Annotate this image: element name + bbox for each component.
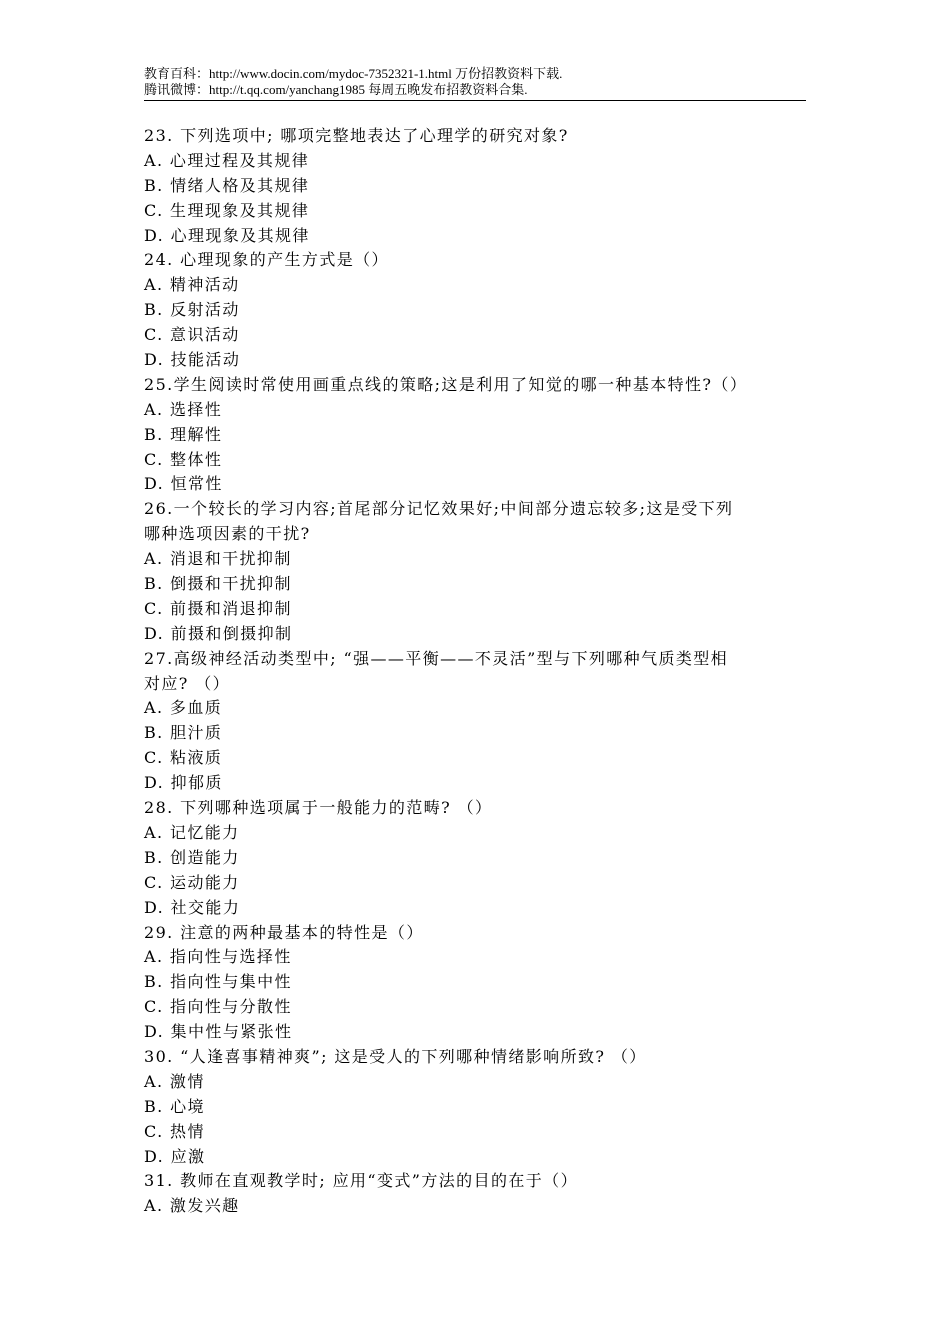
option-26-a: A. 消退和干扰抑制 [144,549,292,569]
option-27-b: B. 胆汁质 [144,723,223,743]
option-24-a: A. 精神活动 [144,275,240,295]
question-27: 27.高级神经活动类型中; “强——平衡——不灵活”型与下列哪种气质类型相 [144,648,729,668]
page-header [144,66,806,101]
option-29-b: B. 指向性与集中性 [144,972,292,992]
header-line-weibo: 腾讯微博：http://t.qq.com/yanchang1985 每周五晚发布招教资料合集. [144,82,528,97]
option-23-a: A. 心理过程及其规律 [144,150,310,170]
question-list [144,124,808,1219]
option-28-d: D. 社交能力 [144,897,241,917]
question-25: 25.学生阅读时常使用画重点线的策略;这是利用了知觉的哪一种基本特性?（） [144,374,748,394]
option-29-d: D. 集中性与紧张性 [144,1022,293,1042]
header-line-docin: 教育百科：http://www.docin.com/mydoc-7352321-1.html 万份招教资料下载. [144,66,563,81]
option-26-b: B. 倒摄和干扰抑制 [144,574,292,594]
option-23-b: B. 情绪人格及其规律 [144,175,310,195]
option-25-d: D. 恒常性 [144,474,223,494]
option-23-d: D. 心理现象及其规律 [144,225,310,245]
option-29-a: A. 指向性与选择性 [144,947,292,967]
question-27-cont: 对应? （） [144,673,231,693]
option-25-b: B. 理解性 [144,424,223,444]
option-27-c: C. 粘液质 [144,748,223,768]
option-30-d: D. 应激 [144,1146,206,1166]
option-30-a: A. 激情 [144,1071,205,1091]
question-29: 29. 注意的两种最基本的特性是（） [144,922,424,942]
option-25-c: C. 整体性 [144,449,223,469]
question-28: 28. 下列哪种选项属于一般能力的范畴? （） [144,798,493,818]
question-30: 30. “人逢喜事精神爽”; 这是受人的下列哪种情绪影响所致? （） [144,1046,647,1066]
question-23: 23. 下列选项中; 哪项完整地表达了心理学的研究对象? [144,126,569,145]
option-28-a: A. 记忆能力 [144,822,240,842]
question-26: 26.一个较长的学习内容;首尾部分记忆效果好;中间部分遗忘较多;这是受下列 [144,499,734,519]
question-24: 24. 心理现象的产生方式是（） [144,250,389,270]
option-30-c: C. 热情 [144,1121,205,1141]
option-24-b: B. 反射活动 [144,300,240,320]
question-26-cont: 哪种选项因素的干扰? [144,524,311,544]
option-31-a: A. 激发兴趣 [144,1196,240,1216]
option-28-b: B. 创造能力 [144,847,240,867]
option-29-c: C. 指向性与分散性 [144,997,292,1017]
option-27-a: A. 多血质 [144,698,223,718]
option-24-c: C. 意识活动 [144,325,240,345]
question-31: 31. 教师在直观教学时; 应用“变式”方法的目的在于（） [144,1171,578,1191]
option-24-d: D. 技能活动 [144,350,241,370]
option-26-c: C. 前摄和消退抑制 [144,598,292,618]
option-28-c: C. 运动能力 [144,872,240,892]
option-25-a: A. 选择性 [144,399,223,419]
option-27-d: D. 抑郁质 [144,773,223,793]
option-26-d: D. 前摄和倒摄抑制 [144,623,293,643]
option-23-c: C. 生理现象及其规律 [144,200,310,220]
option-30-b: B. 心境 [144,1096,205,1116]
